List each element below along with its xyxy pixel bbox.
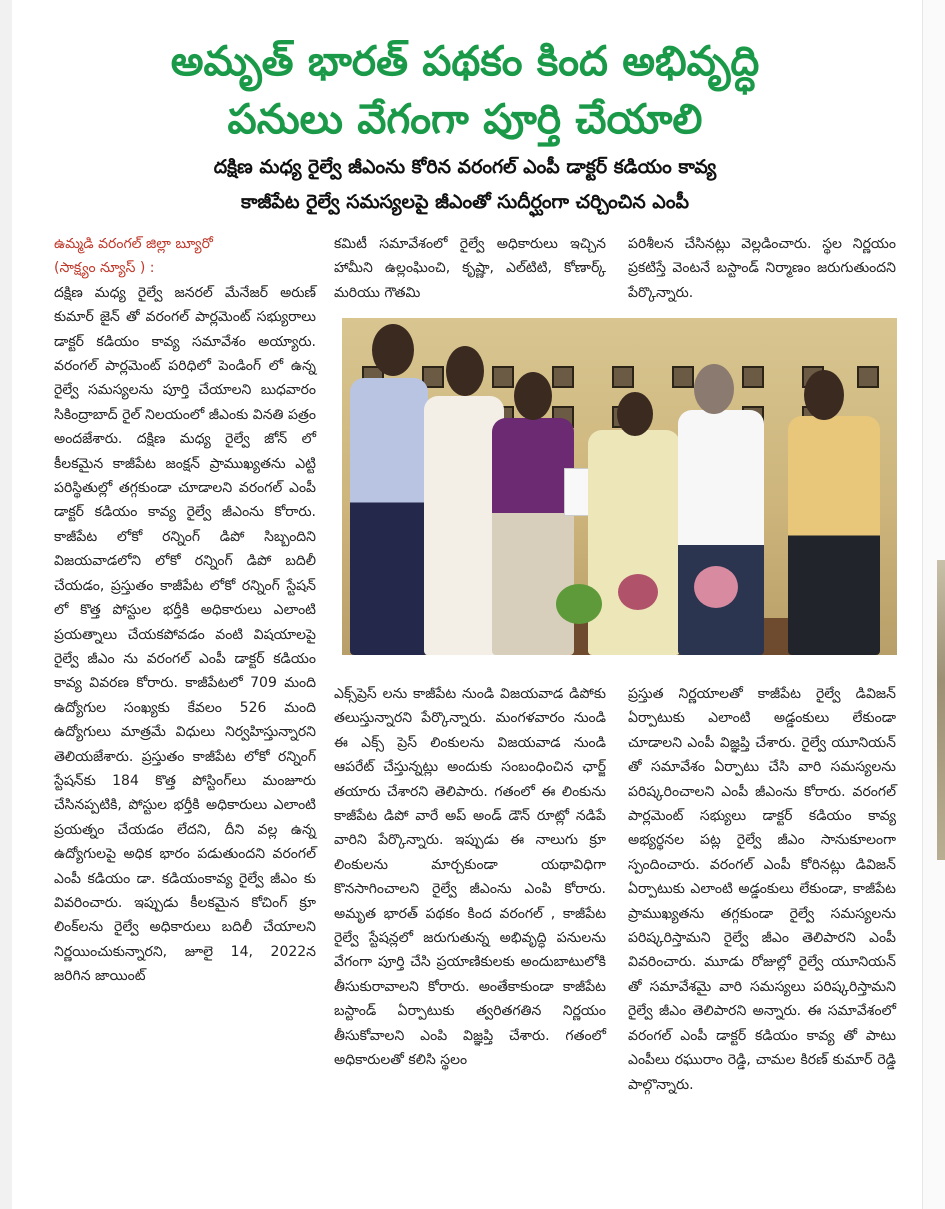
wall-frame [552,366,574,388]
column-3-bottom-text: ప్రస్తుత నిర్ణయాలతో కాజీపేట రైల్వే డివిజన్ ఏర్పాటుకు ఎలాంటి అడ్డంకులు లేకుండా చూడాలని ఎంపీ విజ్ఞప్తి చేశారు. రైల్వే యూనియన్ తో సమావేశం ఏర్పాటు చేసి వారి సమస్యలను పరిష్కరించాలని ఎంపీ జీఎంను కోరారు. వరంగల్ పార్లమెంట్ సభ్యులు డాక్టర్ కడియం కావ్య అభ్యర్థనల పట్ల రైల్వే జీఎం సానుకూలంగా స్పందించారు. వరంగల్ ఎంపీ కోరినట్లు డివిజన్ ఏర్పాటుకు ఎలాంటి అడ్డంకులు లేకుండా, కాజీపేట ప్రాముఖ్యతను తగ్గకుండా రైల్వే సమస్యలను పరిష్కరిస్తామని రైల్వే జీఎం తెలిపారని ఎంపీ వివరించారు. మూడు రోజుల్లో రైల్వే యూనియన్ తో సమావేశమై వారి సమస్యలు పరిష్కరిస్తామని రైల్వే జీఎం తెలిపారని అన్నారు. ఈ సమావేశంలో వరంగల్ ఎంపీ డాక్టర్ కడియం కావ్య తో పాటు ఎంపీలు రఘురాం రెడ్డి, చామల కిరణ్ కుమార్ రెడ్డి పాల్గొన్నారు. [628,686,896,1093]
person-2-head [446,346,484,396]
cropped-top-text [0,0,945,8]
person-3-head [514,372,552,420]
article-column-3-top [628,232,896,305]
adjacent-photo-edge [937,560,945,860]
dateline-bureau: ఉమ్మడి వరంగల్ జిల్లా బ్యూరో [54,236,213,252]
wall-frame [612,366,634,388]
wall-frame [742,366,764,388]
person-3 [492,418,574,655]
potted-plant [556,584,602,624]
column-1-text: దక్షిణ మధ్య రైల్వే జనరల్ మేనేజర్ అరుణ్ కుమార్ జైన్ తో వరంగల్ పార్లమెంట్ సభ్యురాలు డాక్టర్ కడియం కావ్య సమావేశం అయ్యారు. వరంగల్ పార్లమెంట్ పరిధిలో పెండింగ్ లో ఉన్న రైల్వే సమస్యలను పూర్తి చేయాలని బుధవారం సికింద్రాబాద్ రైల్ నిలయంలో జీఎంకు వినతి పత్రం అందజేశారు. దక్షిణ మధ్య రైల్వే జోన్ లో కీలకమైన కాజీపేట జంక్షన్ ప్రాముఖ్యతను ఎట్టి పరిస్థితుల్లో తగ్గకుండా చూడాలని వరంగల్ ఎంపీ డాక్టర్ కడియం కావ్య రైల్వే జీఎంను కోరారు. కాజీపేట లోకో రన్నింగ్ డిపో సిబ్బందిని విజయవాడలోని లోకో రన్నింగ్ డిపో బదిలీ చేయడం, ప్రస్తుతం కాజీపేట లోకో రన్నింగ్ స్టేషన్ లో కొత్త పోస్టుల భర్తీకి అధికారులు ఎలాంటి ప్రయత్నాలు చేయకపోవడం వంటి విషయాలపై రైల్వే జీఎం ను వరంగల్ ఎంపీ డాక్టర్ కడియం కావ్య వివరణ కోరారు. కాజీపేటలో 709 మంది ఉద్యోగుల సంఖ్యకు కేవలం 526 మంది ఉద్యోగులు మాత్రమే విధులు నిర్వహిస్తున్నారని తెలియజేశారు. ప్రస్తుతం కాజీపేట లోకో రన్నింగ్ స్టేషన్‌కు 184 కొత్త పోస్టింగ్‌లు మంజూరు చేసినప్పటికి, పోస్టుల భర్తీకి అధికారులు ఎలాంటి ప్రయత్నం చేయడం లేదని, దీని వల్ల ఉన్న ఉద్యోగులపై అధిక భారం పడుతుందని వరంగల్ ఎంపీ కడియం డా. కడియంకావ్య రైల్వే జీఎం కు వివరించారు. ఇప్పుడు కీలకమైన కోచింగ్ క్రూ లింక్‌లను రైల్వే అధికారులు బదిలీ చేయాలని నిర్ణయించుకున్నారని, జూలై 14, 2022న జరిగిన జాయింట్ [54,284,316,985]
wall-frame [492,366,514,388]
page-left-margin [0,0,12,1209]
dateline-source: (సాక్ష్యం న్యూస్ ) : [54,260,155,277]
person-5-head [694,364,734,414]
subheadline-line-1: దక్షిణ మధ్య రైల్వే జీఎంను కోరిన వరంగల్ ఎంపీ డాక్టర్ కడియం కావ్య [213,156,717,178]
adjacent-page-edge [922,0,945,1209]
person-1 [350,378,428,655]
person-6-head [804,370,844,420]
column-2-top-text: కమిటీ సమావేశంలో రైల్వే అధికారులు ఇచ్చిన హామీని ఉల్లంఘించి, కృష్ణా, ఎల్‌టిటి, కోణార్క్ మరియు గౌతమి [334,236,606,301]
article-column-1 [54,232,316,989]
person-4-head [617,392,653,436]
meeting-photo [342,318,897,655]
potted-plant [618,574,658,610]
wall-frame [672,366,694,388]
subheadline-line-2: కాజీపేట రైల్వే సమస్యలపై జీఎంతో సుదీర్ఘంగా చర్చించిన ఎంపీ [241,191,689,213]
column-3-top-text: పరిశీలన చేసినట్లు వెల్లడించారు. స్థల నిర్ణయం ప్రకటిస్తే వెంటనే బస్టాండ్ నిర్మాణం జరుగుతుందని పేర్కొన్నారు. [628,236,896,301]
person-4 [588,430,680,655]
column-2-bottom-text: ఎక్స్‌ప్రెస్ లను కాజీపేట నుండి విజయవాడ డిపోకు తలుస్తున్నారని పేర్కొన్నారు. మంగళవారం నుండి ఈ ఎక్స్ ప్రెస్ లింకులను విజయవాడ నుండి ఆపరేట్ చేస్తున్నట్లు అందుకు సంబంధించిన ఛార్జ్ తయారు చేశారని తెలిపారు. గతంలో ఈ లింకును కాజీపేట డిపో వారే అప్ అండ్ డౌన్ రూట్లో నడిపే వారిని పేర్కొన్నారు. ఇప్పుడు ఈ నాలుగు క్రూ లింకులను మార్చకుండా యథావిధిగా కొనసాగించాలని రైల్వే జీఎంను ఎంపి కోరారు. అమృత భారత్ పథకం కింద వరంగల్ , కాజీపేట రైల్వే స్టేషన్లలో జరుగుతున్న అభివృద్ధి పనులను వేగంగా పూర్తి చేసి ప్రయాణికులకు అందుబాటులోకి తీసుకురావాలని కోరారు. అంతేకాకుండా కాజీపేట బస్టాండ్ ఏర్పాటుకు త్వరితగతిన నిర్ణయం తీసుకోవాలని ఎంపి విజ్ఞప్తి చేశారు. గతంలో అధికారులతో కలిసి స్థలం [334,686,606,1069]
person-6 [788,416,880,655]
person-1-head [372,324,414,376]
headline-line-1: అమృత్ భారత్ పథకం కింద అభివృద్ధి [170,37,760,85]
person-5 [678,410,764,655]
wall-frame [857,366,879,388]
headline-line-2: పనులు వేగంగా పూర్తి చేయాలి [227,95,703,143]
potted-plant [694,566,738,608]
article-column-2-bottom [334,682,606,1073]
article-column-3-bottom [628,682,896,1097]
article-column-2-top [334,232,606,305]
